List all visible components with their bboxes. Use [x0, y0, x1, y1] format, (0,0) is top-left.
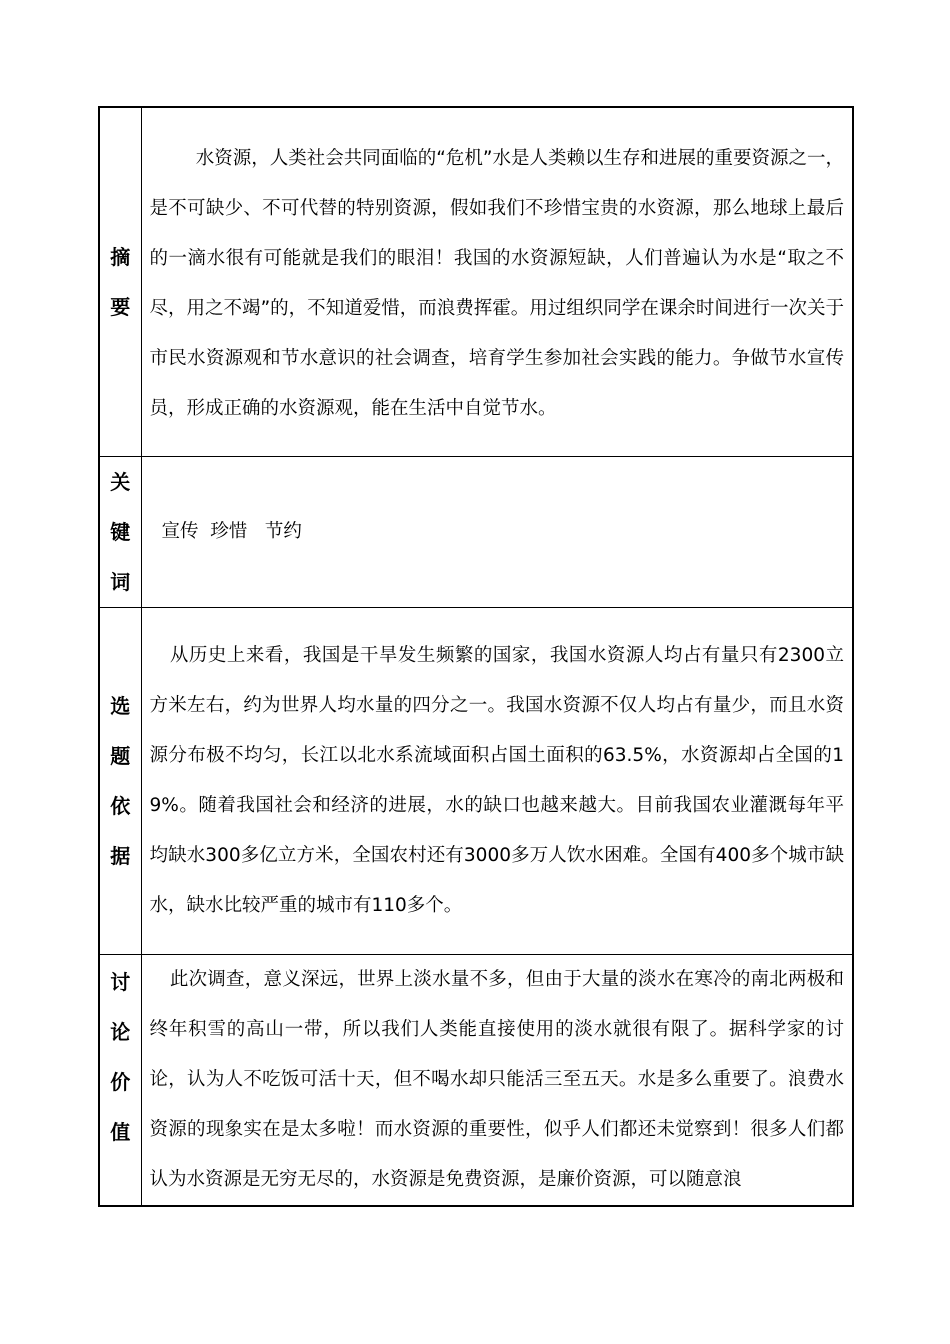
keywords-label-cell: [99, 457, 141, 608]
topic-basis-text: 从历史上来看，我国是干旱发生频繁的国家，我国水资源人均占有量只有2300立方米左右，约为世界人均水量的四分之一。我国水资源不仅人均占有量少，而且水资源分布极不均匀，长江以北水系流域面积占国土面积的63.5%，水资源却占全国的19%。随着我国社会和经济的进展，水的缺口也越来越大。目前我国农业灌溉每年平均缺水300多亿立方米，全国农村还有3000多万人饮水困难。全国有400多个城市缺水，缺水比较严重的城市有110多个。: [149, 645, 844, 916]
topic-basis-row: [99, 608, 853, 955]
keywords-row: [99, 457, 853, 608]
abstract-content-cell: [141, 107, 853, 457]
research-value-label-cell: [99, 955, 141, 1207]
research-value-row: [99, 955, 853, 1207]
keywords-label: 关键词: [110, 470, 131, 594]
proposal-table: [98, 106, 854, 1207]
research-value-label: 讨论价值: [110, 970, 131, 1144]
research-value-text: 此次调查，意义深远，世界上淡水量不多，但由于大量的淡水在寒冷的南北两极和终年积雪的高山一带，所以我们人类能直接使用的淡水就很有限了。据科学家的讨论，认为人不吃饭可活十天，但不喝水却只能活三至五天。水是多么重要了。浪费水资源的现象实在是太多啦！而水资源的重要性，似乎人们都还未觉察到！很多人们都认为水资源是无穷无尽的，水资源是免费资源，是廉价资源，可以随意浪: [149, 969, 844, 1190]
topic-basis-content-cell: [141, 608, 853, 955]
abstract-label-cell: [99, 107, 141, 457]
abstract-text: 水资源，人类社会共同面临的“危机”水是人类赖以生存和进展的重要资源之一，是不可缺少、不可代替的特别资源，假如我们不珍惜宝贵的水资源，那么地球上最后的一滴水很有可能就是我们的眼泪！我国的水资源短缺，人们普遍认为水是“取之不尽，用之不竭”的，不知道爱惜，而浪费挥霍。用过组织同学在课余时间进行一次关于市民水资源观和节水意识的社会调查，培育学生参加社会实践的能力。争做节水宣传员，形成正确的水资源观，能在生活中自觉节水。: [149, 148, 844, 419]
abstract-row: [99, 107, 853, 457]
abstract-label: 摘要: [110, 245, 131, 319]
topic-basis-label: 选题依据: [110, 694, 131, 868]
research-value-content-cell: [141, 955, 853, 1207]
topic-basis-label-cell: [99, 608, 141, 955]
keywords-text: 宣传 珍惜 节约: [161, 521, 302, 542]
keywords-content-cell: [141, 457, 853, 608]
